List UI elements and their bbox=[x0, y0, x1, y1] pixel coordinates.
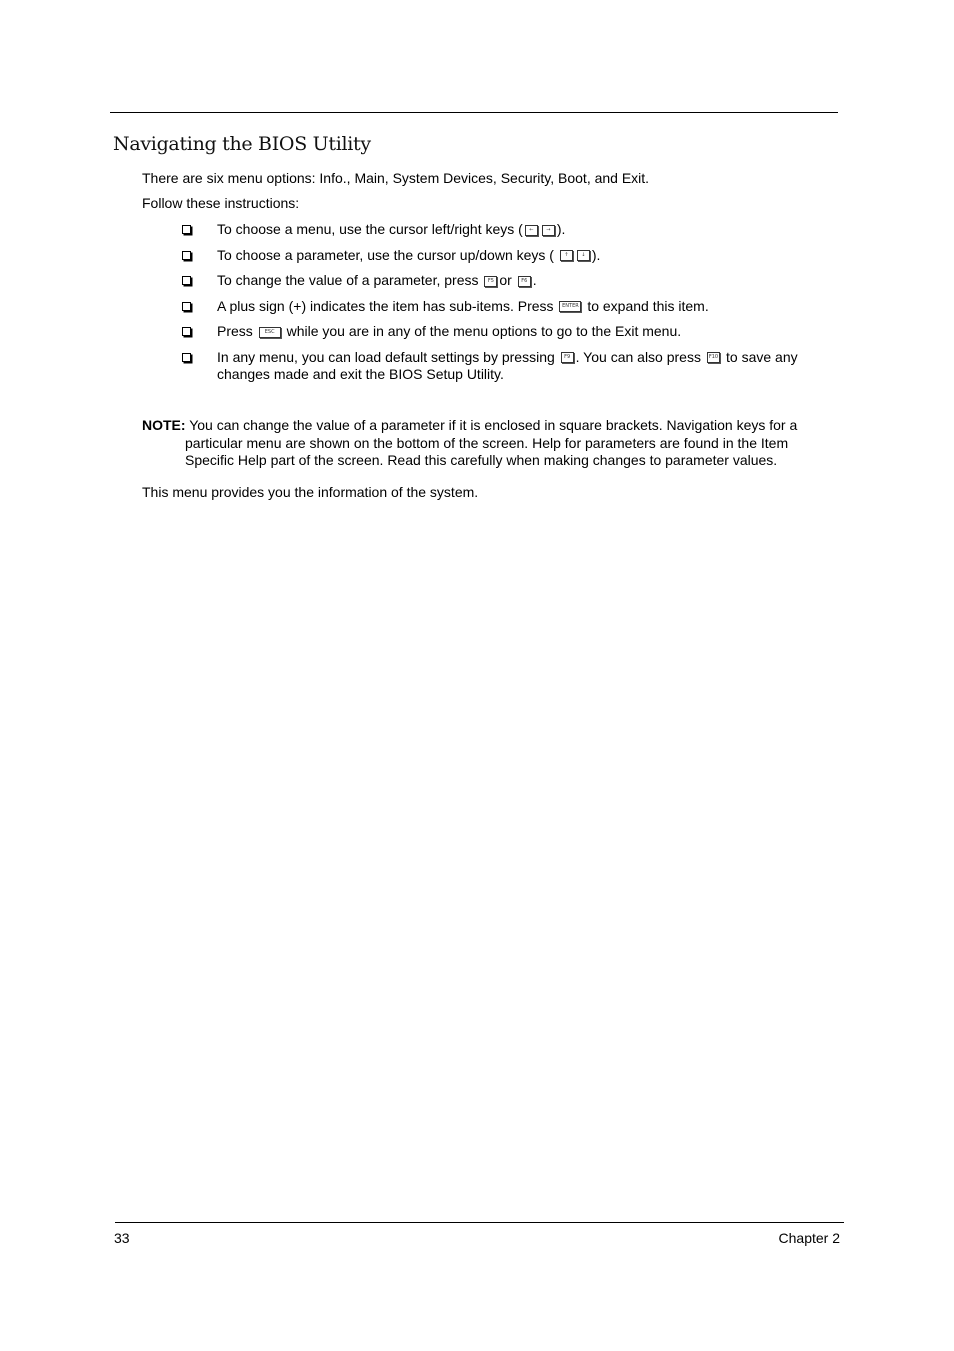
section-heading: Navigating the BIOS Utility bbox=[113, 133, 371, 155]
list-item: To choose a parameter, use the cursor up/down keys ( ↑ ↓ ). bbox=[182, 247, 822, 265]
note-line-2: particular menu are shown on the bottom of the screen. Help for parameters are found in the Item bbox=[185, 434, 789, 451]
left-arrow-key-icon: ← bbox=[525, 225, 538, 236]
enter-key-icon: ENTER bbox=[559, 301, 581, 312]
note-line-3: Specific Help part of the screen. Read this carefully when making changes to parameter values. bbox=[185, 452, 778, 468]
footer-rule bbox=[115, 1222, 844, 1223]
page-number: 33 bbox=[114, 1230, 130, 1246]
list-item: A plus sign (+) indicates the item has sub-items. Press ENTER to expand this item. bbox=[182, 298, 822, 316]
list-item: To change the value of a parameter, press F5 or F6 . bbox=[182, 272, 822, 290]
instruction-list bbox=[182, 221, 822, 392]
f9-key-icon: F9 bbox=[561, 352, 574, 363]
esc-key-icon: ESC bbox=[259, 327, 281, 338]
note-block bbox=[142, 417, 832, 470]
intro-paragraph: There are six menu options: Info., Main, System Devices, Security, Boot, and Exit. bbox=[142, 170, 650, 186]
list-item: In any menu, you can load default settings by pressing F9 . You can also press F10 to save any changes made and exit the BIOS Setup Utility. bbox=[182, 349, 822, 384]
note-line-1: You can change the value of a parameter if it is enclosed in square brackets. Navigation keys for a bbox=[185, 417, 798, 433]
f10-key-icon: F10 bbox=[707, 352, 720, 363]
right-arrow-key-icon: → bbox=[542, 225, 555, 236]
header-rule bbox=[110, 112, 838, 113]
chapter-label: Chapter 2 bbox=[778, 1230, 840, 1246]
checkbox-bullet-icon bbox=[182, 276, 191, 285]
checkbox-bullet-icon bbox=[182, 353, 191, 362]
note-label: NOTE: bbox=[142, 417, 186, 433]
up-arrow-key-icon: ↑ bbox=[560, 250, 573, 261]
checkbox-bullet-icon bbox=[182, 302, 191, 311]
checkbox-bullet-icon bbox=[182, 225, 191, 234]
f5-key-icon: F5 bbox=[484, 276, 497, 287]
list-item: To choose a menu, use the cursor left/right keys ( ← → ). bbox=[182, 221, 822, 239]
down-arrow-key-icon: ↓ bbox=[577, 250, 590, 261]
list-item: Press ESC while you are in any of the menu options to go to the Exit menu. bbox=[182, 323, 822, 341]
checkbox-bullet-icon bbox=[182, 251, 191, 260]
closing-paragraph: This menu provides you the information of the system. bbox=[142, 484, 479, 500]
checkbox-bullet-icon bbox=[182, 327, 191, 336]
follow-paragraph: Follow these instructions: bbox=[142, 195, 300, 211]
f6-key-icon: F6 bbox=[518, 276, 531, 287]
